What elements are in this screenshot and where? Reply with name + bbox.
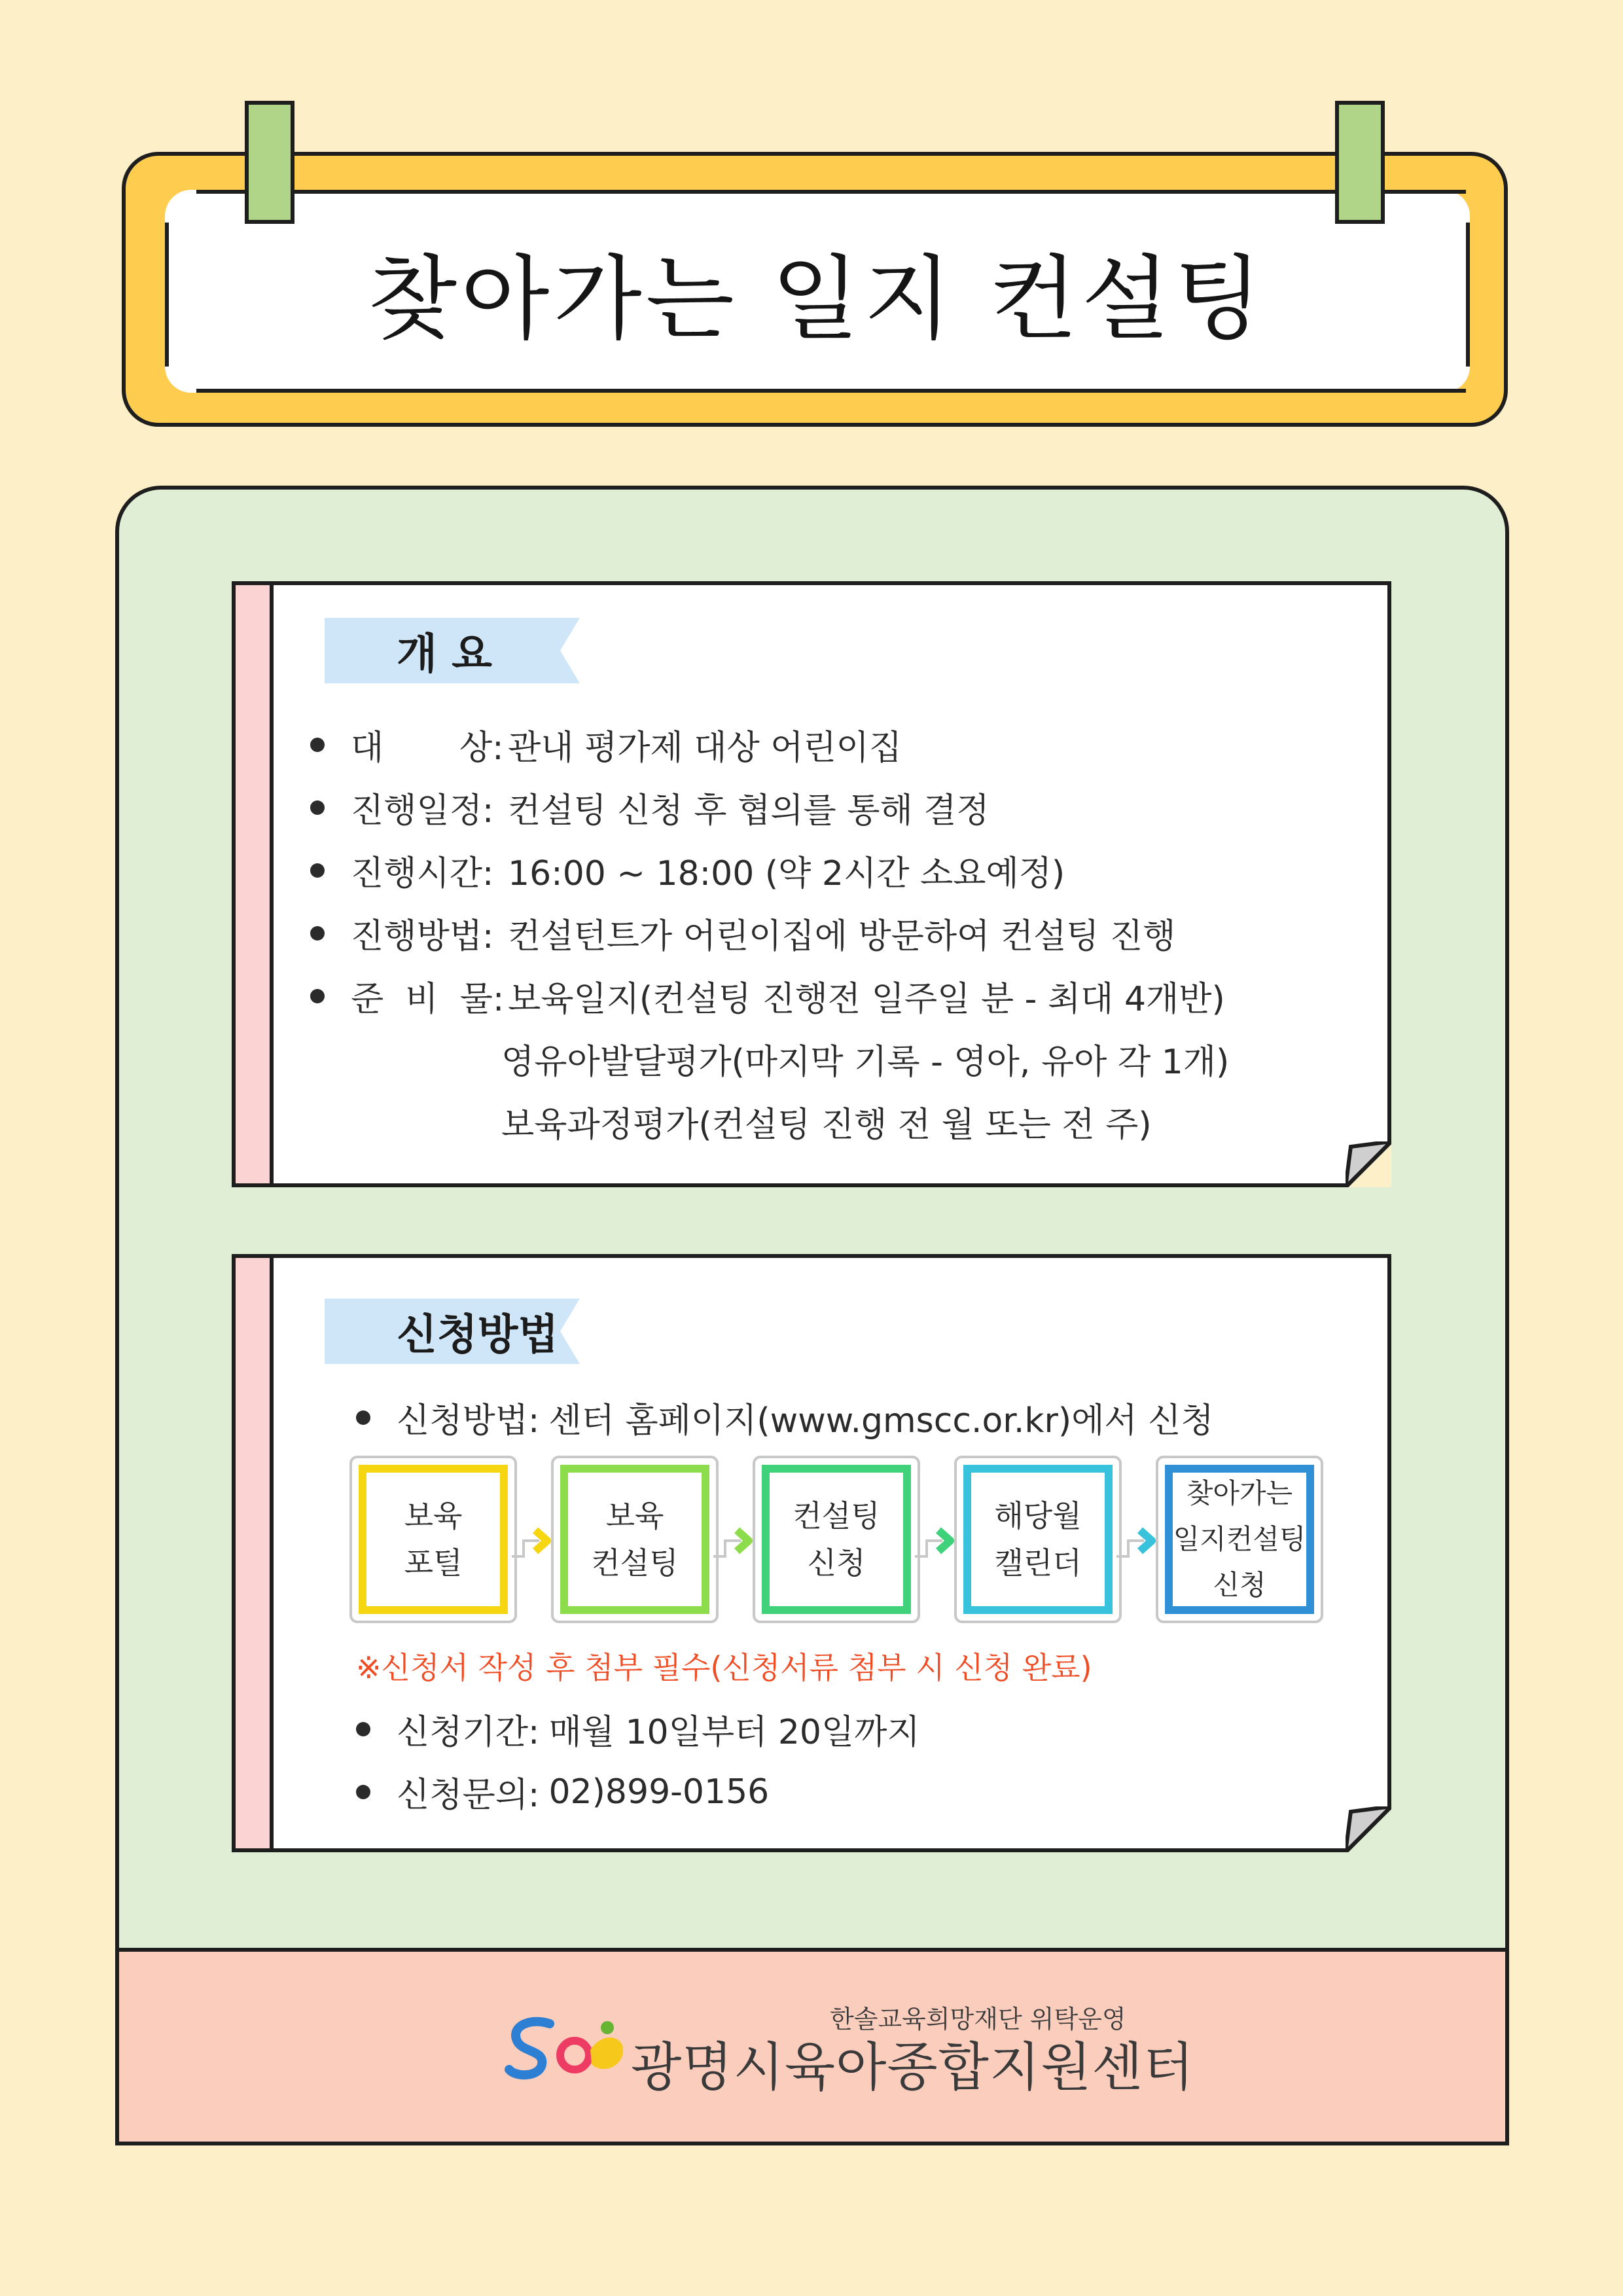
bullet-icon: [310, 926, 325, 941]
flow-step-line: 보육: [404, 1498, 463, 1534]
card-stripe: [236, 1258, 274, 1848]
flow-step-line: 해당월: [994, 1498, 1082, 1534]
bullet-icon: [310, 863, 325, 878]
bullet-icon: [356, 1722, 370, 1736]
bullet-icon: [310, 800, 325, 815]
list-item: [356, 1767, 769, 1816]
flow-arrow-icon: [510, 1517, 563, 1563]
flow-arrow-icon: [1115, 1517, 1168, 1563]
row-value: 컨설팅 신청 후 협의를 통해 결정: [508, 791, 990, 831]
flow-step-line: 컨설팅: [591, 1545, 679, 1581]
list-item-continuation: 영유아발달평가(마지막 기록 - 영아, 유아 각 1개): [501, 1043, 1230, 1082]
flow-step-line: 캘린더: [994, 1545, 1082, 1581]
org-name: 광명시육아종합지원센터: [631, 2037, 1195, 2098]
row-label: 진행방법:: [351, 917, 494, 956]
row-value: 02)899-0156: [548, 1772, 770, 1812]
row-label: 진행일정:: [351, 791, 494, 831]
flow-step-line: 컨설팅: [793, 1498, 880, 1534]
overview-heading-tag: [325, 618, 586, 683]
page-fold-icon: [1346, 1806, 1391, 1852]
row-value: 컨설턴트가 어린이집에 방문하여 컨설팅 진행: [508, 917, 1176, 956]
flow-step-line: 찾아가는: [1186, 1477, 1293, 1509]
list-item: [356, 1704, 920, 1753]
row-value: 관내 평가제 대상 어린이집: [508, 728, 902, 768]
row-value: 16:00 ~ 18:00 (약 2시간 소요예정): [508, 854, 1065, 893]
flow-step-calendar: [954, 1456, 1122, 1623]
flow-step-line: 일지컨설팅: [1173, 1523, 1306, 1555]
flow-step-consulting: [551, 1456, 719, 1623]
list-item-continuation: 보육과정평가(컨설팅 진행 전 월 또는 전 주): [501, 1105, 1152, 1145]
row-label: 신청방법:: [397, 1401, 540, 1441]
apply-heading: 신청방법: [397, 1311, 559, 1359]
list-item: [310, 908, 1176, 958]
list-item: [310, 783, 990, 832]
flow-step-line: 신청: [1213, 1569, 1266, 1601]
center-logo-icon: [504, 2012, 628, 2084]
row-value: 매월 10일부터 20일까지: [548, 1713, 920, 1752]
flow-step-apply: [753, 1456, 920, 1623]
flow-step-line: 신청: [807, 1545, 866, 1581]
bullet-icon: [356, 1410, 370, 1425]
bullet-icon: [310, 738, 325, 752]
row-label: 신청문의:: [397, 1776, 540, 1815]
card-stripe: [236, 585, 274, 1183]
flow-step-line: 포털: [404, 1545, 463, 1581]
row-value: 센터 홈페이지(www.gmscc.or.kr)에서 신청: [548, 1401, 1214, 1441]
flow-step-line: 보육: [605, 1498, 664, 1534]
list-item: [310, 846, 1065, 895]
flow-arrow-icon: [914, 1517, 966, 1563]
list-item: [310, 971, 1225, 1020]
row-label: 신청기간:: [397, 1713, 540, 1752]
bullet-icon: [356, 1785, 370, 1799]
apply-note: ※신청서 작성 후 첨부 필수(신청서류 첨부 시 신청 완료): [356, 1650, 1092, 1685]
page-title: 찾아가는 일지 컨설팅: [368, 245, 1267, 353]
page-fold-icon: [1346, 1141, 1391, 1187]
list-item: [356, 1393, 1214, 1442]
flow-step-portal: [349, 1456, 517, 1623]
apply-heading-tag: [325, 1299, 586, 1364]
org-subtitle: 한솔교육희망재단 위탁운영: [830, 2005, 1126, 2034]
overview-heading: 개 요: [397, 630, 492, 679]
flow-step-visit-consulting: [1156, 1456, 1323, 1623]
row-label: 진행시간:: [351, 854, 494, 893]
list-item: [310, 720, 902, 769]
flow-arrow-icon: [712, 1517, 764, 1563]
bullet-icon: [310, 989, 325, 1003]
row-label: 대 상:: [351, 728, 504, 768]
row-value: 보육일지(컨설팅 진행전 일주일 분 - 최대 4개반): [508, 980, 1225, 1019]
row-label: 준 비 물:: [351, 980, 505, 1019]
